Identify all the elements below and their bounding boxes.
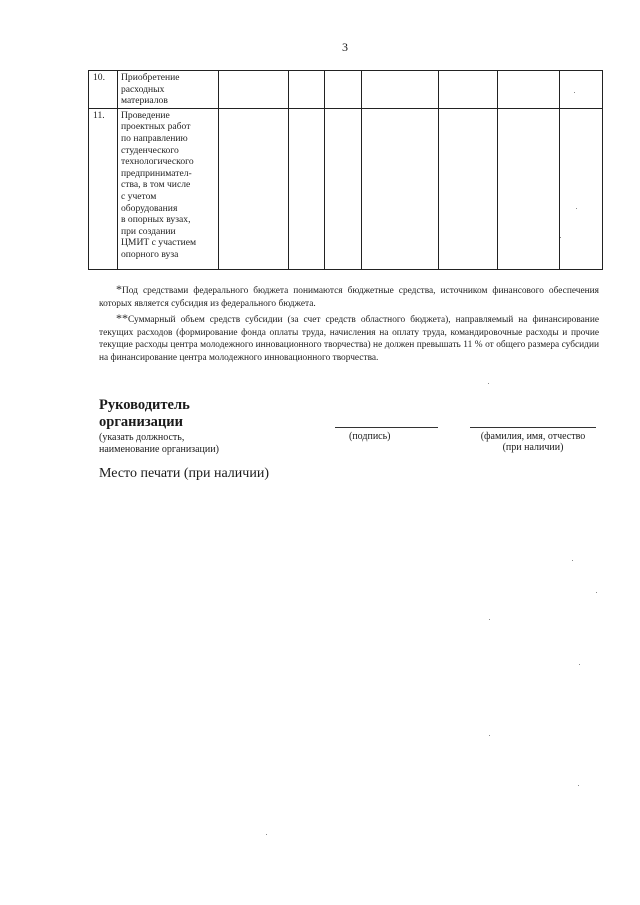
stamp-place: Место печати (при наличии) <box>99 466 269 481</box>
scan-speck <box>560 237 561 238</box>
row-number: 10. <box>89 71 118 109</box>
footnote-text: Суммарный объем средств субсидии (за счет средств областного бюджета), направляемый на финансирование текущих расходов (формирование фонда оплаты труда, начисления на оплату труда, командировочные расходы и прочие текущие расходы центра молодежного инновационного творчества) не должен превышать 11 % от общего размера субсидии на финансирование центра молодежного инновационного творчества. <box>99 315 599 363</box>
row-number: 11. <box>89 108 118 269</box>
empty-cell <box>219 108 289 269</box>
name-caption <box>458 431 608 454</box>
position-caption <box>99 432 219 457</box>
description-line: по направлению <box>121 132 188 144</box>
scan-speck <box>266 834 267 835</box>
scan-speck <box>572 560 573 561</box>
description-line: расходных <box>121 83 165 95</box>
scan-speck <box>489 735 490 736</box>
description-line: с учетом <box>121 190 157 202</box>
empty-cell <box>325 71 362 109</box>
description-line: материалов <box>121 95 168 107</box>
empty-cell <box>439 108 498 269</box>
description-line: технологического <box>121 156 194 168</box>
description-line: Приобретение <box>121 72 180 83</box>
footnote-text: Под средствами федерального бюджета понимаются бюджетные средства, источником финансового обеспечения которых является субсидия из федерального бюджета. <box>99 286 599 309</box>
row-description <box>118 71 219 109</box>
empty-cell <box>560 71 603 109</box>
budget-table <box>88 70 603 270</box>
empty-cell <box>498 71 560 109</box>
table-row <box>89 71 603 109</box>
scan-speck <box>489 619 490 620</box>
empty-cell <box>439 71 498 109</box>
signature-line <box>335 427 438 428</box>
signature-title-line: организации <box>99 414 183 430</box>
footnote-regional-budget <box>99 312 599 364</box>
footnote-mark: * <box>116 282 122 296</box>
empty-cell <box>498 108 560 269</box>
description-line: проектных работ <box>121 121 191 133</box>
empty-cell <box>362 71 439 109</box>
description-line: оборудования <box>121 202 178 214</box>
row-description <box>118 108 219 269</box>
description-line: студенческого <box>121 144 179 156</box>
signature-title-line: Руководитель <box>99 397 190 413</box>
empty-cell <box>289 108 325 269</box>
position-caption-line: (указать должность, <box>99 432 185 443</box>
empty-cell <box>289 71 325 109</box>
scan-speck <box>579 664 580 665</box>
empty-cell <box>362 108 439 269</box>
signature-caption: (подпись) <box>349 431 391 442</box>
description-line: Проведение <box>121 109 170 121</box>
name-line <box>470 427 596 428</box>
description-line: ства, в том числе <box>121 179 191 191</box>
name-caption-line: (фамилия, имя, отчество <box>480 431 586 442</box>
description-line: ЦМИТ с участием <box>121 237 197 249</box>
description-line: предпринимател- <box>121 167 192 179</box>
scan-speck <box>576 208 577 209</box>
footnote-mark: ** <box>116 311 128 325</box>
empty-cell <box>560 108 603 269</box>
table-row <box>89 108 603 269</box>
description-line: при создании <box>121 225 176 237</box>
page-number: 3 <box>342 40 348 54</box>
description-line: в опорных вузах, <box>121 214 191 226</box>
position-caption-line: наименование организации) <box>99 444 219 456</box>
scan-speck <box>488 383 489 384</box>
scan-speck <box>596 592 597 593</box>
empty-cell <box>325 108 362 269</box>
scan-speck <box>578 785 579 786</box>
empty-cell <box>219 71 289 109</box>
footnote-federal-budget <box>99 283 599 310</box>
scan-speck <box>574 92 575 93</box>
signature-title <box>99 397 190 431</box>
description-line: опорного вуза <box>121 248 179 260</box>
name-caption-line: (при наличии) <box>502 442 564 454</box>
